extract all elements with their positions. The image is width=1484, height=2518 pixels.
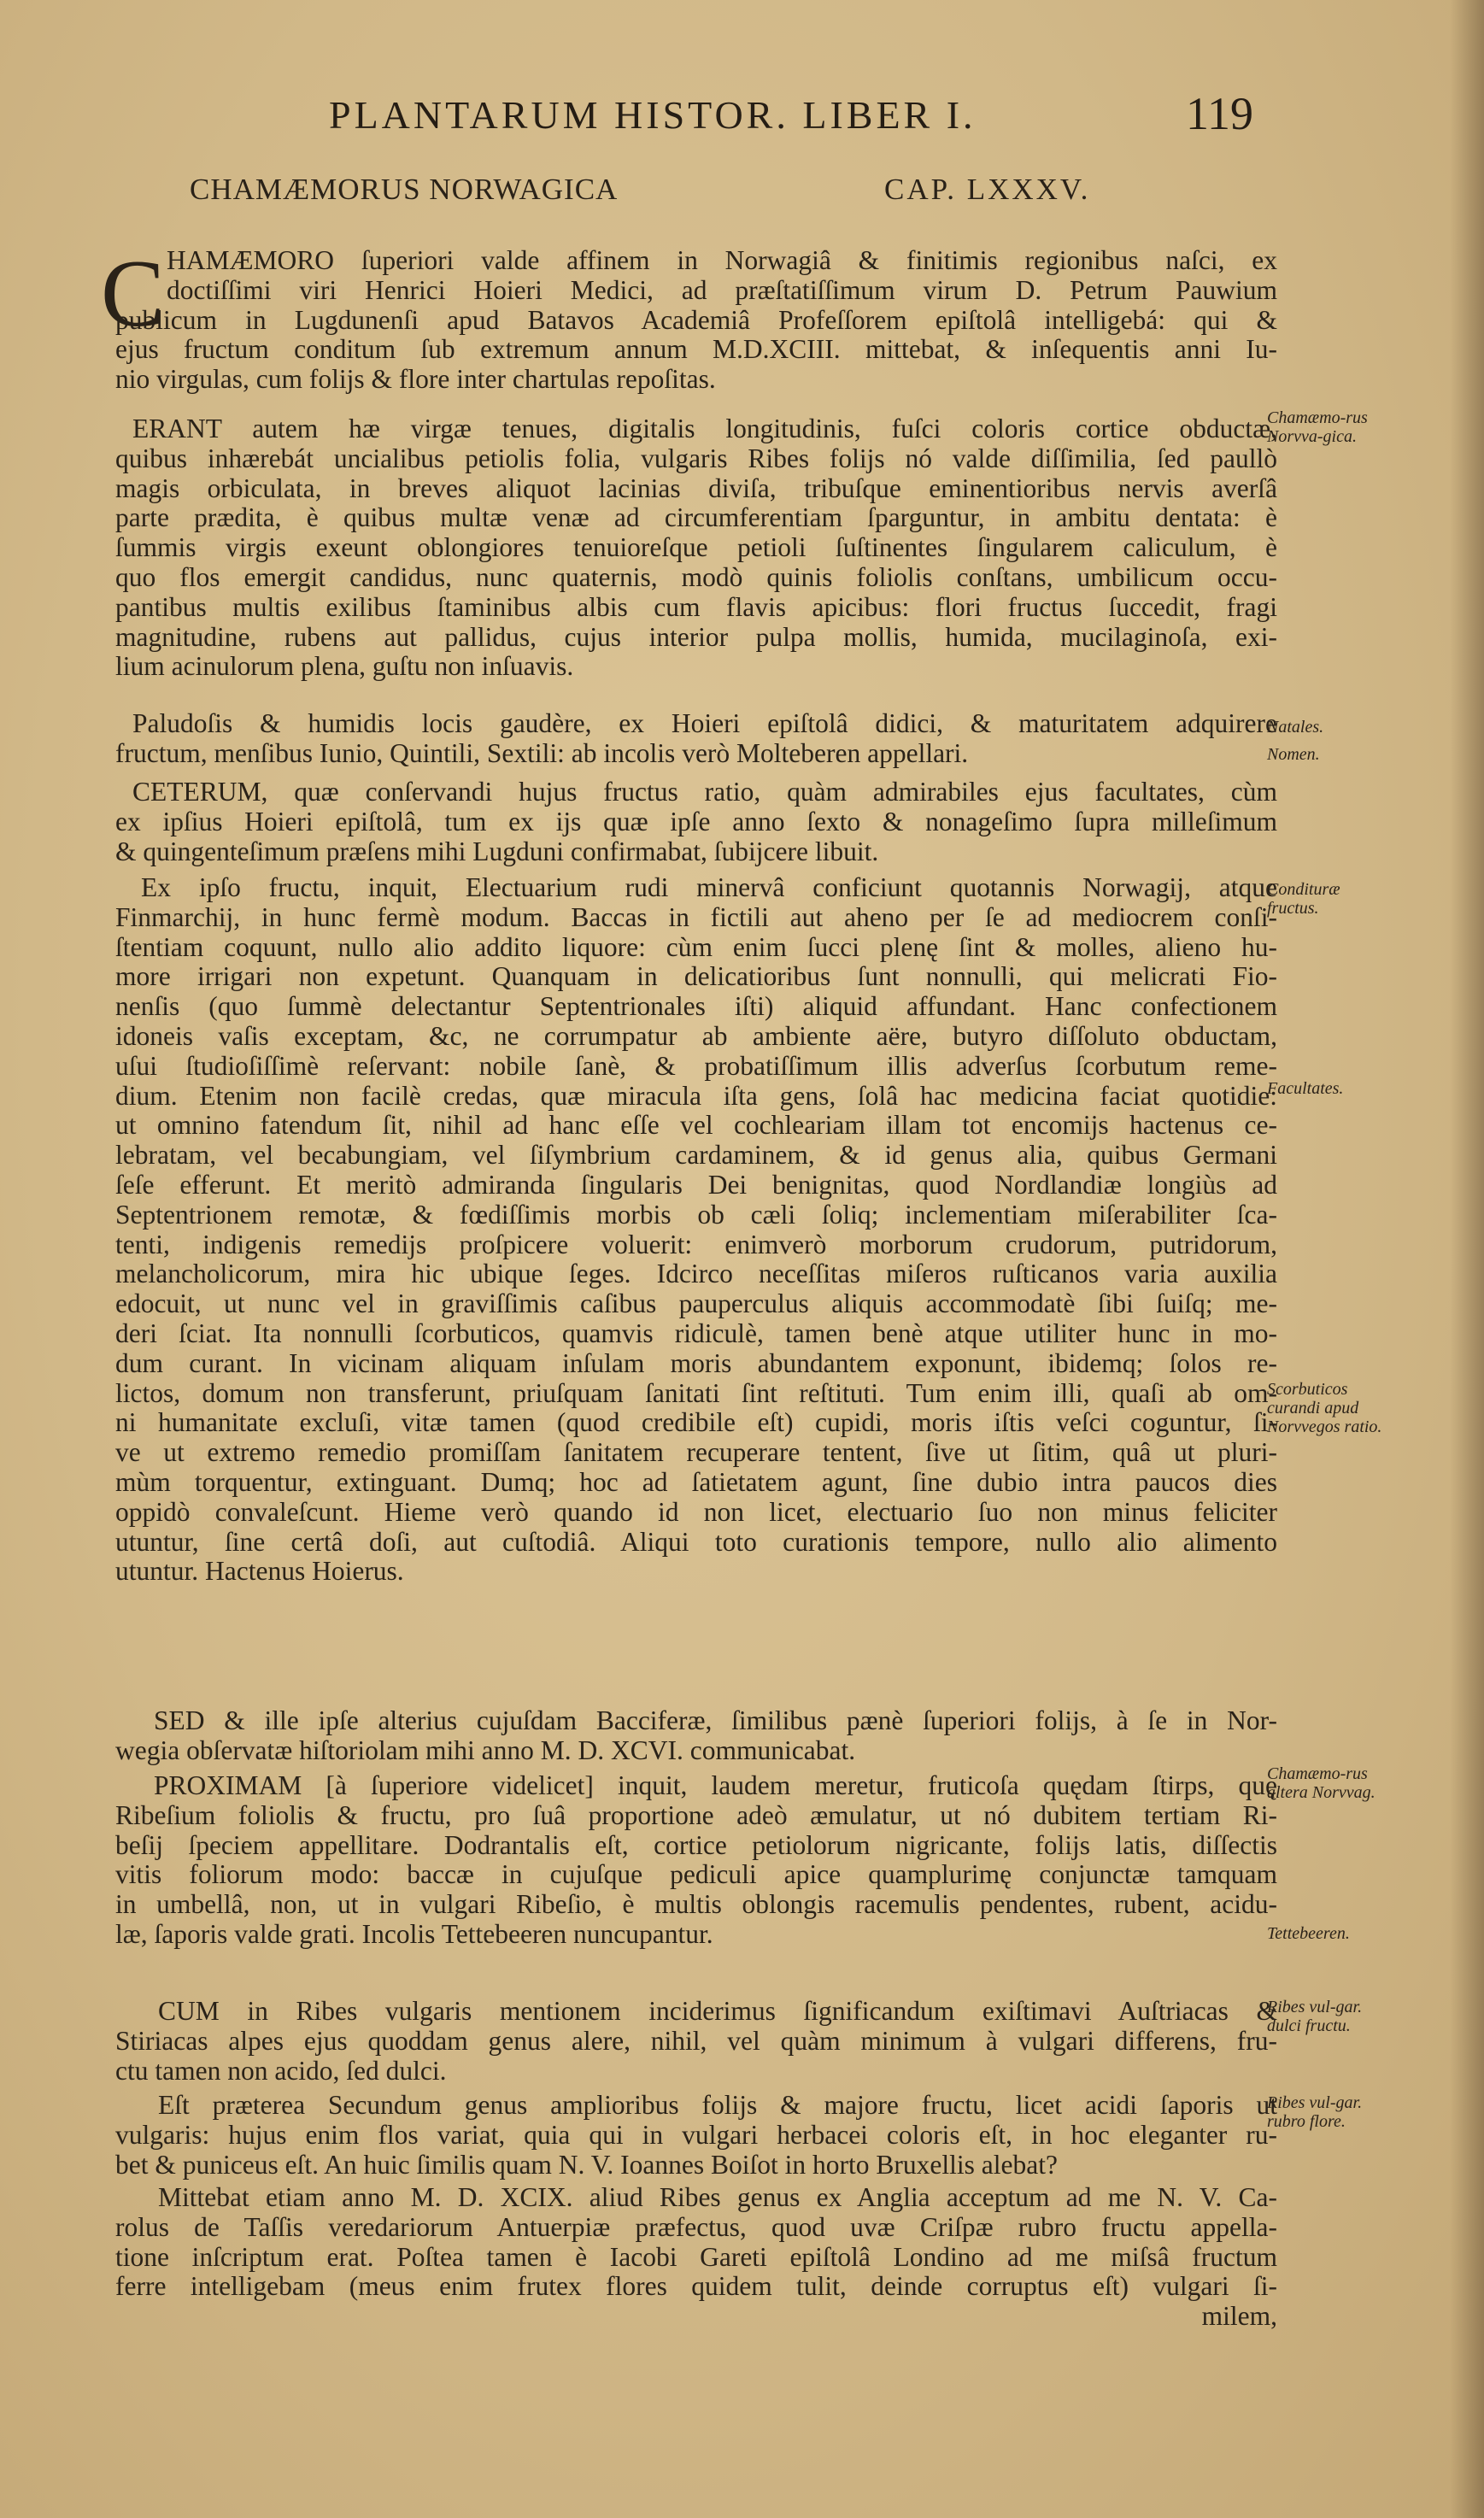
paragraph-2 — [115, 414, 1277, 682]
text-line: melancholicorum, mira hic ubique ſeges. Idcirco neceſſitas miſeros ruſticanos varia auxilia — [115, 1259, 1277, 1289]
text-line: bet & puniceus eſt. An huic ſimilis quam N. V. Ioannes Boiſot in horto Bruxellis alebat? — [115, 2150, 1058, 2180]
text-line: milem, — [1201, 2302, 1277, 2332]
text-line: publicum in Lugdunenſi apud Batavos Academiâ Profeſſorem epiſtolâ intelligebá: qui & — [115, 305, 1277, 335]
paragraph-7 — [115, 1771, 1277, 1950]
text-line: ut omnino fatendum ſit, nihil ad hanc eſſe vel cochleariam illam tot encomijs hactenus ce- — [115, 1111, 1277, 1141]
text-line: PROXIMAM [à ſuperiore videlicet] inquit, laudem meretur, fruticoſa quędam ſtirps, quę — [154, 1771, 1277, 1800]
text-line: nenſis (quo ſummè delectantur Septentrionales iſti) aliquid affundant. Hanc confectionem — [115, 992, 1277, 1022]
text-line: Finmarchij, in hunc fermè modum. Baccas in fictili aut aheno per ſe ad mediocrem conſi- — [115, 902, 1277, 932]
margin-note: Ribes vul-gar. rubro flore. — [1267, 2093, 1363, 2131]
text-line: utuntur, ſine certâ doſi, aut cuſtodiâ. Aliqui toto curationis tempore, nullo alio alimento — [115, 1527, 1277, 1557]
margin-note: Chamæmo-rus altera Norvvag. — [1267, 1764, 1375, 1802]
margin-note: Facultates. — [1267, 1079, 1344, 1098]
paragraph-3 — [115, 709, 1277, 769]
text-line: & quingenteſimum præſens mihi Lugduni confirmabat, ſubijcere libuit. — [115, 836, 879, 866]
page-edge-shadow — [1450, 0, 1484, 2518]
text-line: rolus de Taſſis veredariorum Antuerpiæ præfectus, quod uvæ Criſpæ rubro fructu appella- — [115, 2212, 1277, 2242]
text-line: ejus fructum conditum ſub extremum annum M.D.XCIII. mittebat, & inſequentis anni Iu- — [115, 335, 1277, 365]
paragraph-5 — [115, 873, 1277, 1587]
margin-note: Condituræ fructus. — [1267, 880, 1340, 918]
chapter-number: CAP. LXXXV. — [884, 173, 1091, 206]
text-line: Paludoſis & humidis locis gaudère, ex Hoieri epiſtolâ didici, & maturitatem adquirere — [132, 709, 1277, 738]
text-line: vitis foliorum modo: baccæ in cujuſque pediculi apice quamplurimę conjunctæ tamquam — [115, 1860, 1277, 1890]
margin-note: Chamæmo-rus Norvva-gica. — [1267, 408, 1368, 446]
text-line: Mittebat etiam anno M. D. XCIX. aliud Ribes genus ex Anglia acceptum ad me N. V. Ca- — [158, 2183, 1277, 2212]
text-line: nio virgulas, cum folijs & flore inter chartulas repoſitas. — [115, 365, 716, 395]
paragraph-9 — [115, 2091, 1277, 2180]
text-line: vulgaris: hujus enim flos variat, quia qui in vulgari herbacei coloris eſt, in hoc eleganter ru- — [115, 2120, 1277, 2150]
paragraph-6 — [115, 1706, 1277, 1766]
margin-note: Scorbuticos curandi apud Norvvegos ratio. — [1267, 1380, 1382, 1436]
text-line: deri ſciat. Ita nonnulli ſcorbuticos, quamvis ridiculè, tamen benè atque utiliter hunc in mo- — [115, 1318, 1277, 1348]
text-line: utuntur. Hactenus Hoierus. — [115, 1557, 404, 1587]
text-line: ctu tamen non acido, ſed dulci. — [115, 2056, 447, 2086]
text-line: mùm torquentur, extinguant. Dumq; hoc ad ſatietatem agunt, ſine dubio intra paucos dies — [115, 1467, 1277, 1497]
margin-note: Tettebeeren. — [1267, 1924, 1350, 1943]
text-line: parte prædita, è quibus multæ venæ ad circumferentiam ſparguntur, in ambitu dentata: è — [115, 503, 1277, 533]
text-line: Septentrionem remotæ, & fœdiſſimis morbis ob cæli ſoliq; inclementiam miſerabiliter ſca- — [115, 1200, 1277, 1230]
text-line: in umbellâ, non, ut in vulgari Ribeſio, è multis oblongis racemulis pendentes, rubent, acidu- — [115, 1890, 1277, 1920]
text-line: lium acinulorum plena, guſtu non inſuavis. — [115, 652, 574, 682]
text-line: lebratam, vel becabungiam, vel ſiſymbrium cardaminem, & id genus alia, quibus Germani — [115, 1141, 1277, 1171]
text-line: oppidò convaleſcunt. Hieme verò quando id non licet, electuario ſuo non minus feliciter — [115, 1497, 1277, 1527]
text-line: quibus inhærebát uncialibus petiolis folia, vulgaris Ribes folijs nó valde diſſimilia, ſed paullò — [115, 443, 1277, 473]
paragraph-4 — [115, 778, 1277, 866]
text-line: tenti, indigenis remedijs proſpicere voluerit: enimverò morborum crudorum, putridorum, — [115, 1230, 1277, 1259]
text-line: dium. Etenim non facilè credas, quæ miracula iſta gens, ſolâ hac medicina faciat quotidie: — [115, 1081, 1277, 1111]
drop-capital: C — [101, 241, 165, 347]
paragraph-10 — [115, 2183, 1277, 2332]
text-line: ferre intelligebam (meus enim frutex flores quidem tulit, deinde corruptus eſt) vulgari ſi- — [115, 2272, 1277, 2302]
text-line: wegia obſervatæ hiſtoriolam mihi anno M. D. XCVI. communicabat. — [115, 1735, 856, 1765]
text-line: ſummis virgis exeunt oblongiores tenuioreſque petioli ſuſtinentes ſingularem caliculum, è — [115, 533, 1277, 563]
text-line: Eſt præterea Secundum genus amplioribus folijs & majore fructu, licet acidi ſaporis ut — [158, 2091, 1277, 2120]
text-line: ſeſe efferunt. Et meritò admiranda ſingularis Dei benignitas, quod Nordlandiæ longiùs ad — [115, 1170, 1277, 1200]
text-line: magnitudine, rubens aut pallidus, cujus interior pulpa mollis, humida, mucilaginoſa, exi- — [115, 622, 1277, 652]
text-line: ERANT autem hæ virgæ tenues, digitalis longitudinis, fuſci coloris cortice obductæ, — [132, 414, 1277, 443]
text-line: idoneis vaſis exceptam, &c, ne corrumpatur ab ambiente aëre, butyro diſſoluto obductam, — [115, 1021, 1277, 1051]
text-line: quo flos emergit candidus, nunc quaternis, modò quinis foliolis conſtans, umbilicum occu- — [115, 562, 1277, 592]
text-line: SED & ille ipſe alterius cujuſdam Bacciferæ, ſimilibus pænè ſuperiori folijs, à ſe in Nor- — [154, 1706, 1277, 1735]
text-line: læ, ſaporis valde grati. Incolis Tettebeeren nuncupantur. — [115, 1919, 713, 1949]
margin-note: Ribes vul-gar. dulci fructu. — [1267, 1998, 1363, 2035]
running-head: PLANTARUM HISTOR. LIBER I. — [329, 93, 977, 137]
text-line: doctiſſimi viri Henrici Hoieri Medici, ad præſtatiſſimum virum D. Petrum Pauwium — [167, 275, 1277, 305]
text-line: beſij ſpeciem appellitare. Dodrantalis eſt, cortice petiolorum nigricante, folijs latis, diſſectis — [115, 1830, 1277, 1860]
paragraph-8 — [115, 1997, 1277, 2086]
text-line: uſui ſtudioſiſſimè reſervant: nobile ſanè, & probatiſſimum illis adverſus ſcorbutum reme- — [115, 1051, 1277, 1081]
text-line: ni humanitate excluſi, vitæ tamen (quod credibile eſt) cupidi, moris iſtis veſci coguntur, ſi- — [115, 1408, 1277, 1438]
text-line: pantibus multis exilibus ſtaminibus albis cum flavis apicibus: flori fructus ſuccedit, fragi — [115, 592, 1277, 622]
chapter-title: CHAMÆMORUS NORWAGICA — [190, 173, 619, 206]
text-line: Ribeſium foliolis & fructu, pro ſuâ proportione adeò æmulatur, ut nó dubitem tertiam Ri- — [115, 1800, 1277, 1830]
text-line: dum curant. In vicinam aliquam inſulam moris abundantem exponunt, ibidemq; ſolos re- — [115, 1348, 1277, 1378]
text-line: HAMÆMORO ſuperiori valde affinem in Norwagiâ & finitimis regionibus naſci, ex — [167, 246, 1277, 275]
page-number: 119 — [1186, 88, 1253, 139]
margin-note: Natales. — [1267, 718, 1324, 737]
text-line: tione inſcriptum erat. Poſtea tamen è Iacobi Gareti epiſtolâ Londino ad me miſsâ fructum — [115, 2242, 1277, 2272]
text-line: ex ipſius Hoieri epiſtolâ, tum ex ijs quæ ipſe anno ſexto & nonageſimo ſupra milleſimum — [115, 807, 1277, 836]
text-line: magis orbiculata, in breves aliquot lacinias diviſa, tribuſque eminentioribus nervis averſâ — [115, 473, 1277, 503]
text-line: more irrigari non expetunt. Quanquam in delicatioribus ſunt nonnulli, qui melicrati Fio- — [115, 962, 1277, 992]
text-line: ve ut extremo remedio promiſſam ſanitatem recuperare tentent, ſive ut ſitim, quâ ut pluri- — [115, 1438, 1277, 1468]
text-line: fructum, menſibus Iunio, Quintili, Sextili: ab incolis verò Molteberen appellari. — [115, 738, 969, 768]
text-line: Stiriacas alpes ejus quoddam genus alere, nihil, vel quàm minimum à vulgari differens, fru- — [115, 2026, 1277, 2056]
text-line: edocuit, ut nunc vel in graviſſimis caſibus pauperculus aliquis accommodatè ſibi ſuiſq; me- — [115, 1289, 1277, 1319]
text-line: CUM in Ribes vulgaris mentionem inciderimus ſignificandum exiſtimavi Auſtriacas & — [158, 1997, 1277, 2026]
text-line: ſtentiam coquunt, nullo alio addito liquore: cùm enim ſucci plenę ſint & molles, alieno hu- — [115, 932, 1277, 962]
text-line: CETERUM, quæ conſervandi hujus fructus ratio, quàm admirabiles ejus facultates, cùm — [132, 778, 1277, 807]
margin-note: Nomen. — [1267, 745, 1320, 764]
paragraph-1 — [115, 246, 1277, 395]
text-line: Ex ipſo fructu, inquit, Electuarium rudi minervâ conficiunt quotannis Norwagij, atque — [141, 873, 1277, 902]
text-line: lictos, domum non transferunt, priuſquam ſanitati ſint reſtituti. Tum enim illi, quaſi ab om- — [115, 1378, 1277, 1408]
